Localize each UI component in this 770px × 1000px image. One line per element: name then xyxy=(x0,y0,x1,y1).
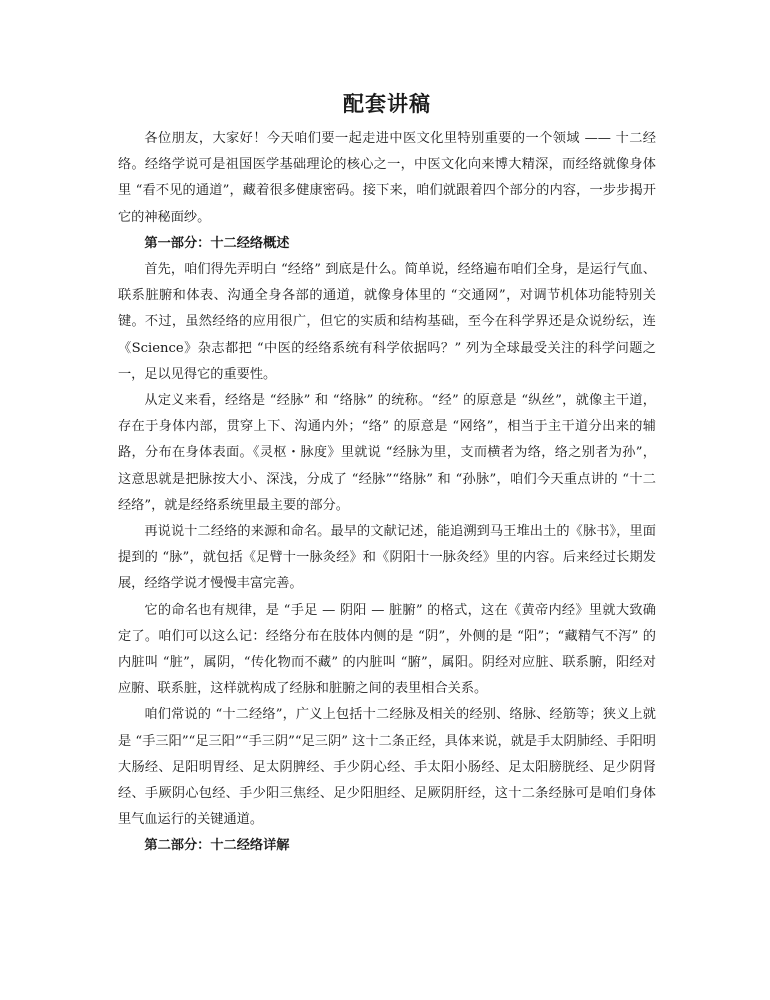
paragraph-origin: 再说说十二经络的来源和命名。最早的文献记述，能追溯到马王堆出土的《脉书》，里面提到的 “脉”，就包括《足臂十一脉灸经》和《阴阳十一脉灸经》里的内容。后来经过长期发展，经络学说才慢慢丰富完善。 xyxy=(118,524,656,592)
paragraph-definition-intro: 首先，咱们得先弄明白 “经络” 到底是什么。简单说，经络遍布咱们全身，是运行气血、联系脏腑和体表、沟通全身各部的通道，就像身体里的 “交通网”，对调节机体功能特别关键。不过，虽然经络的应用很广，但它的实质和结构基础，至今在科学界还是众说纷纭，连《Science》杂志都把 “中医的经络系统有科学依据吗？” 列为全球最受关注的科学问题之一，足以见得它的重要性。 xyxy=(118,262,656,382)
section-heading-2: 第二部分：十二经络详解 xyxy=(144,838,290,854)
intro-paragraph: 各位朋友，大家好！今天咱们要一起走进中医文化里特别重要的一个领域 —— 十二经络。经络学说可是祖国医学基础理论的核心之一，中医文化向来博大精深，而经络就像身体里 “看不见的通道”，藏着很多健康密码。接下来，咱们就跟着四个部分的内容，一步步揭开它的神秘面纱。 xyxy=(118,131,656,225)
paragraph-twelve-meridians: 咱们常说的 “十二经络”，广义上包括十二经脉及相关的经别、络脉、经筋等；狭义上就是 “手三阳”“足三阳”“手三阴”“足三阴” 这十二条正经，具体来说，就是手太阴肺经、手阳明大肠经、足阳明胃经、足太阴脾经、手少阴心经、手太阳小肠经、足太阳膀胱经、足少阴肾经、手厥阴心包经、手少阳三焦经、足少阳胆经、足厥阴肝经，这十二条经脉可是咱们身体里气血运行的关键通道。 xyxy=(118,707,656,828)
page-title: 配套讲稿 xyxy=(343,91,431,116)
paragraph-definition: 从定义来看，经络是 “经脉” 和 “络脉” 的统称。“经” 的原意是 “纵丝”，就像主干道，存在于身体内部，贯穿上下、沟通内外；“络” 的原意是 “网络”，相当于主干道分出来的辅路，分布在身体表面。《灵枢・脉度》里就说 “经脉为里，支而横者为络，络之别者为孙”，这意思就是把脉按大小、深浅，分成了 “经脉”“络脉” 和 “孙脉”，咱们今天重点讲的 “十二经络”，就是经络系统里最主要的部分。 xyxy=(118,393,656,513)
document-page xyxy=(118,90,656,860)
paragraph-naming: 它的命名也有规律，是 “手足 — 阴阳 — 脏腑” 的格式，这在《黄帝内经》里就大致确定了。咱们可以这么记：经络分布在肢体内侧的是 “阴”，外侧的是 “阳”；“藏精气不泻” 的内脏叫 “脏”，属阴，“传化物而不藏” 的内脏叫 “腑”，属阳。阴经对应脏、联系腑，阳经对应腑、联系脏，这样就构成了经脉和脏腑之间的表里相合关系。 xyxy=(118,602,656,697)
section-heading-1: 第一部分：十二经络概述 xyxy=(144,235,290,251)
